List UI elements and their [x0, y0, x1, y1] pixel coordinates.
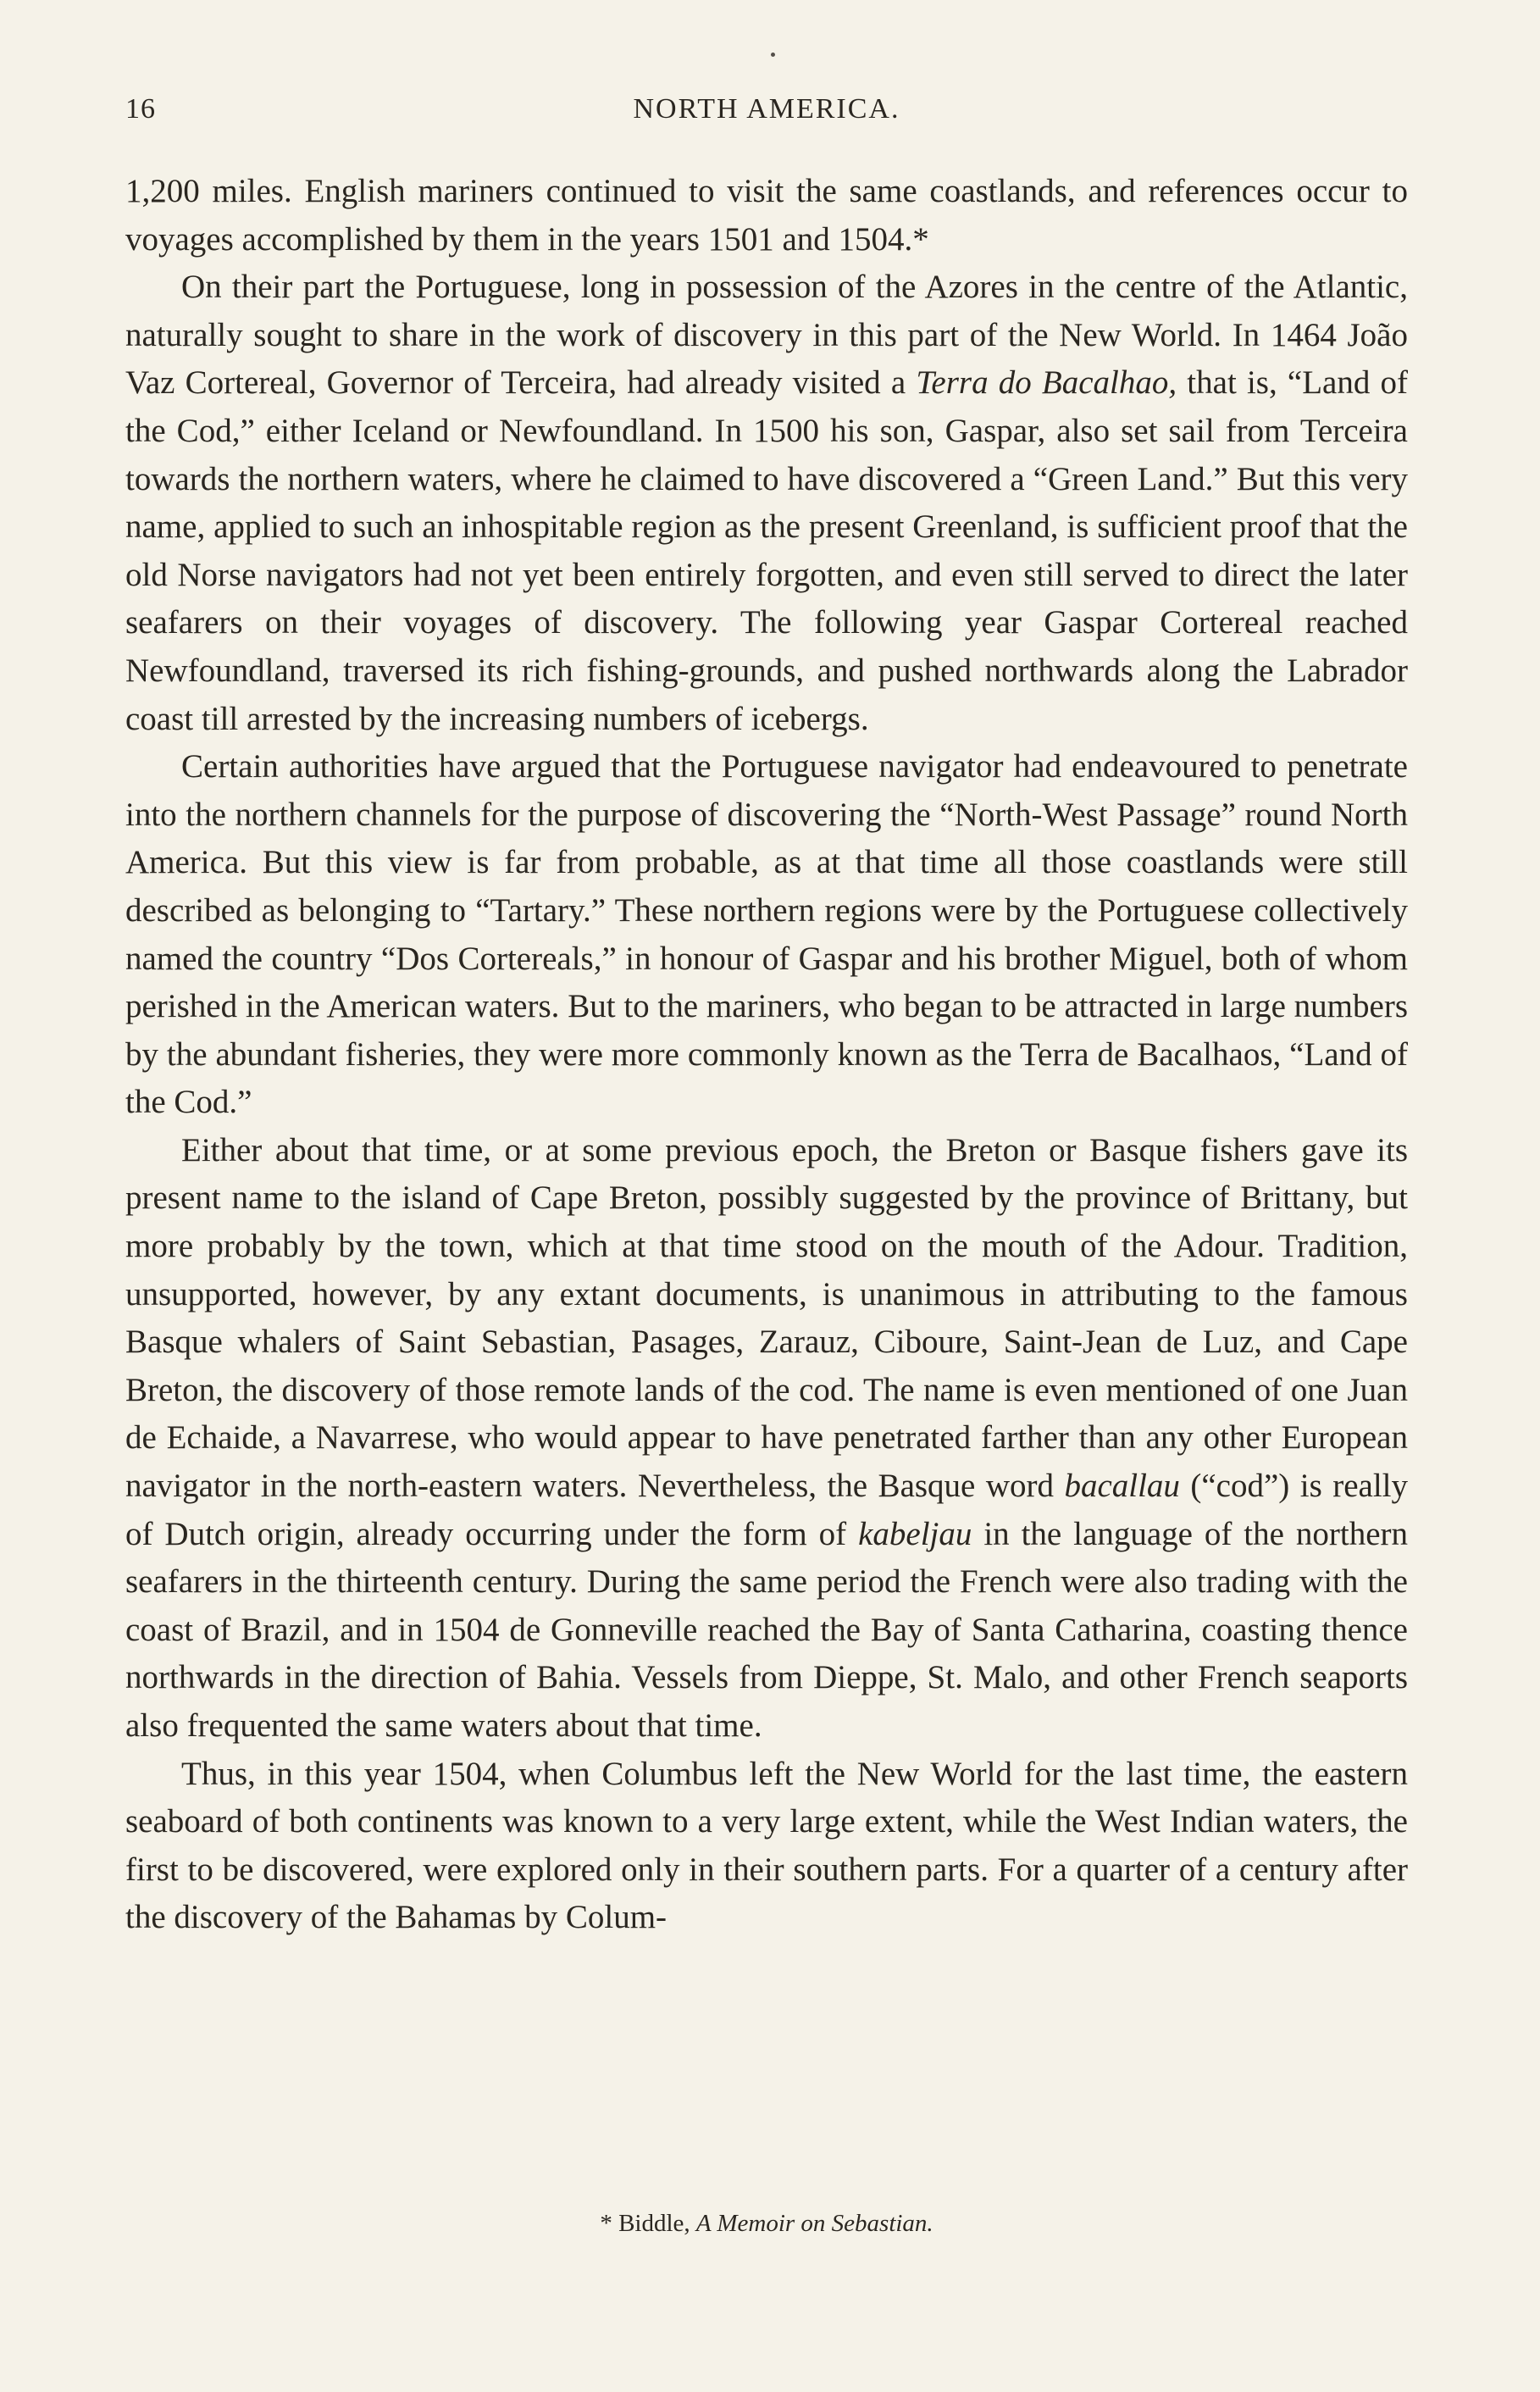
paragraph-1 — [125, 168, 1408, 264]
paragraph-3 — [125, 743, 1408, 1127]
paragraph-5 — [125, 1751, 1408, 1942]
paragraph-4-lead: Either about that time, or at some previous epoch, the Breton or Basque fishers gave its present name to the island of Cape Breton, possibly suggested by the province of Brittany, but more probably by the town, which at that time stood on the mouth of the Adour. Tradition, unsupported, however, by any extant documents, is unanimous in attributing to the famous Basque whalers of Saint Sebastian, Pasages, Zarauz, Ciboure, Saint-Jean de Luz, and Cape Breton, the discovery of those remote lands of the cod. The name is even mentioned of one Juan de Echaide, a Navarrese, who would appear to have penetrated farther than any other European navigator in the north-eastern waters. Nevertheless, the Basque word — [125, 1131, 1408, 1505]
running-head — [125, 93, 1408, 136]
paragraph-2-italic: Terra do Bacalhao, — [916, 364, 1177, 402]
footnote — [125, 2210, 1408, 2238]
paragraph-2-lead: On their part the Portuguese, long in possession of the Azores in the centre of the Atlantic, naturally sought to share in the work of discovery in this part of the New World. In 1464 João Vaz Cortereal, Governor of Terceira, had already visited a — [125, 269, 1408, 402]
paragraph-1-text: 1,200 miles. English mariners continued to visit the same coastlands, and references occur to voyages accomplished by them in the years 1501 and 1504.* — [125, 173, 1408, 258]
footnote-title: A Memoir on Sebastian. — [695, 2210, 933, 2237]
paragraph-4-italic-2: kabeljau — [858, 1515, 972, 1552]
paragraph-4-tail: in the language of the northern seafarers in the thirteenth century. During the same period the French were also trading with the coast of Brazil, and in 1504 de Gonneville reached the Bay of Santa Catharina, coasting thence northwards in the direction of Bahia. Vessels from Dieppe, St. Malo, and other French seaports also frequented the same waters about that time. — [125, 1515, 1408, 1744]
paragraph-5-text: Thus, in this year 1504, when Columbus left the New World for the last time, the eastern seaboard of both continents was known to a very large extent, while the West Indian waters, the first to be discovered, were explored only in their southern parts. For a quarter of a century after the discovery of the Bahamas by Colum- — [125, 1755, 1408, 1936]
footnote-marker: * Biddle, — [600, 2210, 696, 2237]
print-speck — [771, 53, 775, 57]
paragraph-4 — [125, 1127, 1408, 1751]
paragraph-4-italic: bacallau — [1064, 1468, 1180, 1505]
paragraph-3-text: Certain authorities have argued that the Portuguese navigator had endeavoured to penetrate into the northern channels for the purpose of discovering the “North-West Passage” round North America. But this view is far from probable, as at that time all those coastlands were still described as belonging to “Tartary.” These northern regions were by the Portuguese collectively named the country “Dos Cortereals,” in honour of Gaspar and his brother Miguel, both of whom perished in the American waters. But to the mariners, who began to be attracted in large numbers by the abundant fisheries, they were more commonly known as the Terra de Bacalhaos, “Land of the Cod.” — [125, 748, 1408, 1121]
paragraph-2 — [125, 264, 1408, 743]
page-number: 16 — [125, 93, 156, 125]
paragraph-4-mid: (“cod”) is really of Dutch origin, already occurring under the form of — [125, 1468, 1408, 1552]
paragraph-2-tail: that is, “Land of the Cod,” either Iceland or Newfoundland. In 1500 his son, Gaspar, also set sail from Terceira towards the northern waters, where he claimed to have discovered a “Green Land.” But this very name, applied to such an inhospitable region as the present Greenland, is sufficient proof that the old Norse navigators had not yet been entirely forgotten, and even still served to direct the later seafarers on their voyages of discovery. The following year Gaspar Cortereal reached Newfoundland, traversed its rich fishing-grounds, and pushed northwards along the Labrador coast till arrested by the increasing numbers of icebergs. — [125, 364, 1408, 737]
body-text — [125, 168, 1408, 1942]
running-title: NORTH AMERICA. — [633, 93, 900, 125]
